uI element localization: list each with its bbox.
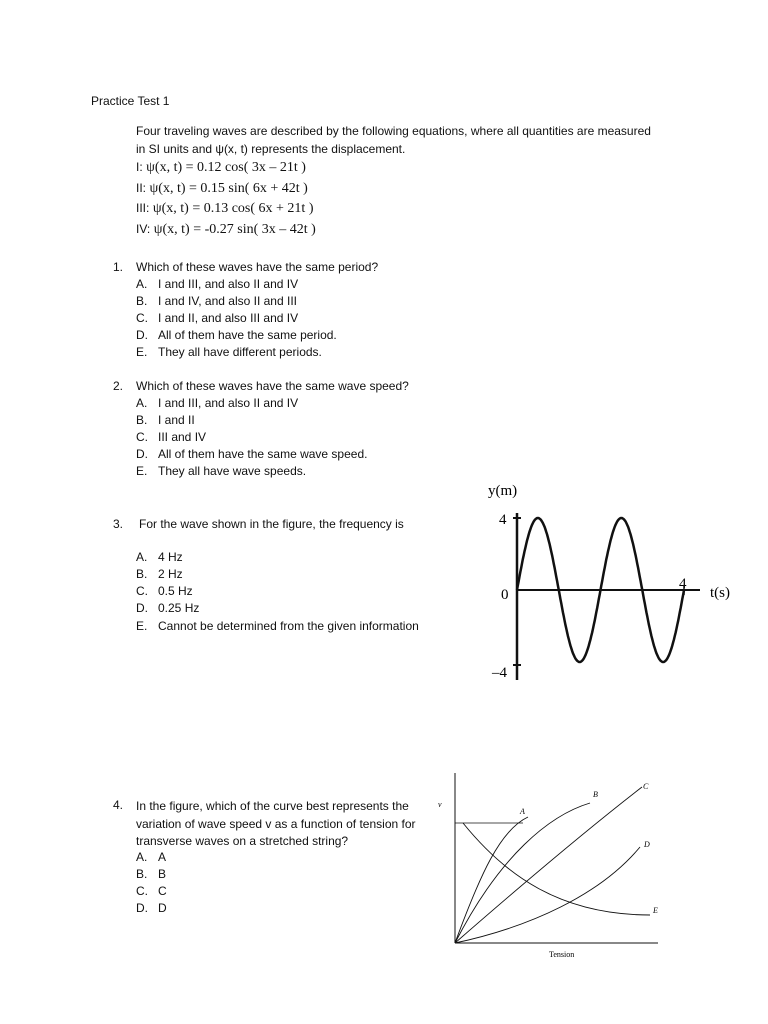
option-text: I and II [158, 413, 195, 427]
option [136, 901, 167, 915]
equation-4 [136, 222, 316, 238]
option-text: 0.5 Hz [158, 584, 193, 598]
option-letter: A. [136, 396, 148, 410]
option [136, 294, 297, 308]
option-text: I and III, and also II and IV [158, 277, 299, 291]
option [136, 850, 166, 864]
option-letter: E. [136, 619, 148, 633]
option [136, 619, 419, 633]
intro-line-2: in SI units and ψ(x, t) represents the displacement. [136, 142, 406, 156]
option [136, 464, 306, 478]
curve-a [455, 817, 528, 943]
equation-2 [136, 181, 308, 197]
curve-c [455, 787, 642, 943]
question-number: 3. [113, 517, 124, 531]
equation-label: IV: [136, 222, 151, 236]
x-axis-label: t(s) [710, 585, 730, 601]
page-title: Practice Test 1 [91, 94, 170, 108]
option [136, 311, 298, 325]
option-letter: B. [136, 294, 148, 308]
equation-expr: ψ(x, t) = -0.27 sin( 3x – 42t ) [153, 222, 316, 237]
option-letter: D. [136, 901, 148, 915]
curve-label-b: B [593, 790, 598, 799]
option-letter: E. [136, 464, 148, 478]
x-tick-4: 4 [679, 576, 687, 592]
question-text: Which of these waves have the same wave speed? [136, 379, 409, 393]
option-text: A [158, 850, 167, 864]
option [136, 884, 167, 898]
y-axis-label: v [438, 800, 442, 809]
equation-label: III: [136, 201, 150, 215]
equation-1 [136, 160, 306, 176]
option-text: 4 Hz [158, 550, 183, 564]
question-text: For the wave shown in the figure, the frequency is [139, 517, 404, 531]
option [136, 413, 195, 427]
option [136, 584, 193, 598]
option-text: All of them have the same wave speed. [158, 447, 368, 461]
option-letter: E. [136, 345, 148, 359]
option-letter: D. [136, 447, 148, 461]
option-letter: A. [136, 850, 148, 864]
equation-expr: ψ(x, t) = 0.13 cos( 6x + 21t ) [152, 201, 314, 216]
question-number: 2. [113, 379, 124, 393]
option [136, 328, 337, 342]
curve-label-c: C [643, 782, 649, 791]
option-text: I and IV, and also II and III [158, 294, 297, 308]
question-number: 4. [113, 798, 124, 812]
option-text: III and IV [158, 430, 207, 444]
option-text: All of them have the same period. [158, 328, 337, 342]
option [136, 277, 298, 291]
option-letter: A. [136, 550, 148, 564]
option-letter: B. [136, 867, 148, 881]
option [136, 550, 183, 564]
equation-label: I: [136, 160, 143, 174]
option-letter: B. [136, 413, 148, 427]
curve-label-e: E [653, 906, 658, 915]
option [136, 345, 322, 359]
y-tick-bottom: –4 [492, 665, 507, 681]
option [136, 430, 206, 444]
intro-line-1: Four traveling waves are described by the following equations, where all quantities are measured [136, 124, 651, 138]
x-axis-label: Tension [549, 950, 575, 959]
option-text: I and III, and also II and IV [158, 396, 299, 410]
option-letter: C. [136, 884, 148, 898]
option [136, 867, 166, 881]
equation-label: II: [136, 181, 147, 195]
wave-figure [470, 475, 740, 695]
option-text: D [158, 901, 167, 915]
curve-label-d: D [644, 840, 650, 849]
option-text: B [158, 867, 167, 881]
option-text: They all have wave speeds. [158, 464, 307, 478]
y-axis-label: y(m) [488, 483, 518, 499]
curve-b [455, 803, 590, 943]
option-text: They all have different periods. [158, 345, 322, 359]
option-text: Cannot be determined from the given information [158, 619, 419, 633]
option-letter: D. [136, 328, 148, 342]
equation-expr: ψ(x, t) = 0.15 sin( 6x + 42t ) [149, 181, 308, 196]
option-letter: D. [136, 601, 148, 615]
curve-e [463, 823, 650, 915]
curve-label-a: A [520, 807, 525, 816]
option-letter: C. [136, 311, 148, 325]
option-text: I and II, and also III and IV [158, 311, 299, 325]
question-text: Which of these waves have the same period? [136, 260, 379, 274]
option [136, 567, 183, 581]
equation-3 [136, 201, 314, 217]
y-tick-zero: 0 [501, 587, 509, 603]
option [136, 447, 367, 461]
option [136, 396, 298, 410]
option-letter: C. [136, 430, 148, 444]
option-text: 0.25 Hz [158, 601, 200, 615]
option [136, 601, 199, 615]
option-text: 2 Hz [158, 567, 183, 581]
tension-figure [430, 765, 680, 965]
question-number: 1. [113, 260, 124, 274]
option-letter: C. [136, 584, 148, 598]
y-tick-top: 4 [499, 512, 507, 528]
equation-expr: ψ(x, t) = 0.12 cos( 3x – 21t ) [146, 160, 306, 175]
question-text: In the figure, which of the curve best represents the variation of wave speed v as a function of tension for transverse waves on a stretched string? [136, 799, 416, 848]
option-letter: A. [136, 277, 148, 291]
option-text: C [158, 884, 167, 898]
option-letter: B. [136, 567, 148, 581]
